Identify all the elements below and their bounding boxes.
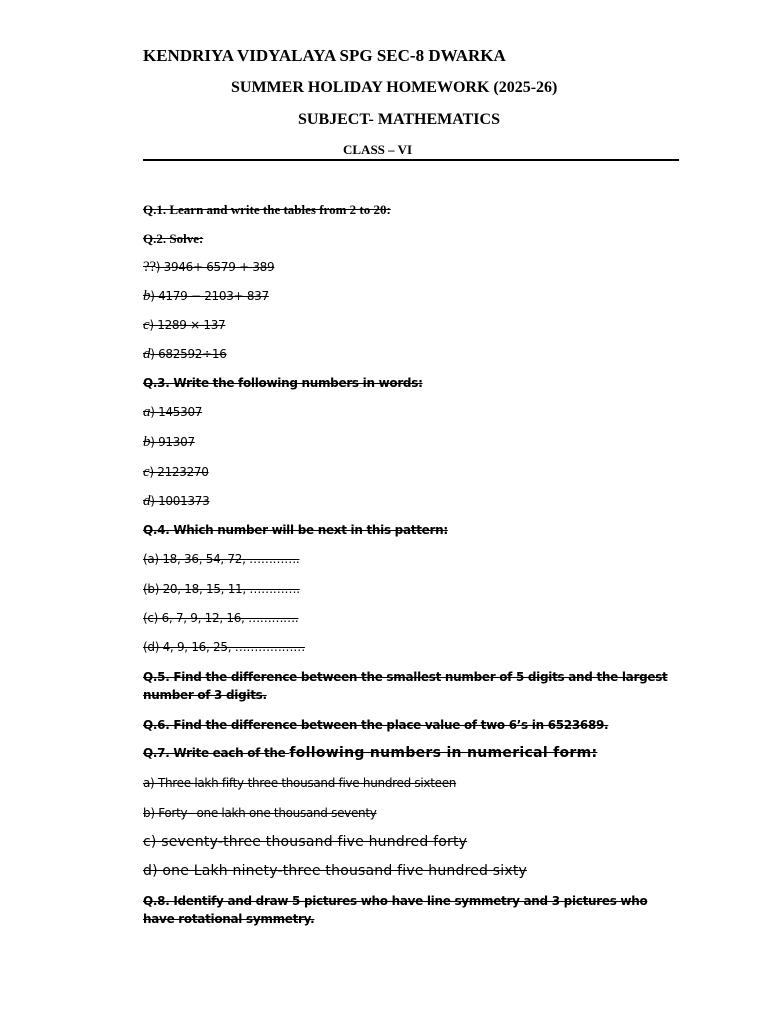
q2-item-b [143,288,269,305]
q2-item-text: ) 3946+ 6579 + 389 [155,260,275,274]
q3-item-label: b [143,434,151,450]
question-4-title: Q.4. Which number will be next in this pattern: [143,523,448,537]
q2-item-label: b [143,288,151,304]
q3-item-c [143,464,209,481]
question-7-title [143,745,597,761]
question-2-title: Q.2. Solve: [143,231,204,246]
question-3-title: Q.3. Write the following numbers in words: [143,376,423,390]
school-name: KENDRIYA VIDYALAYA SPG SEC-8 DWARKA [143,46,506,65]
question-1: Q.1. Learn and write the tables from 2 to 20: [143,202,391,217]
q7-title-end: following numbers in numerical form: [289,745,598,761]
q3-item-label: c [143,464,150,480]
q4-item-c: (c) 6, 7, 9, 12, 16, …………. [143,611,299,625]
q2-item-c [143,317,225,334]
q2-item-label: ?? [143,259,156,275]
q3-item-label: d [143,493,151,509]
q2-item-label: d [143,346,151,362]
homework-title: SUMMER HOLIDAY HOMEWORK (2025-26) [231,79,558,96]
q4-item-b: (b) 20, 18, 15, 11, …………. [143,582,300,596]
q2-item-text: ) 682592÷16 [150,347,227,361]
q3-item-text: ) 1001373 [150,494,210,508]
q3-item-label: a [143,404,151,420]
q3-item-d [143,493,209,510]
q3-item-text: ) 91307 [150,435,195,449]
q7-item-d: d) one Lakh ninety-three thousand five hundred sixty [143,863,528,879]
q7-item-c: c) seventy-three thousand five hundred forty [143,834,468,850]
question-8: Q.8. Identify and draw 5 pictures who have line symmetry and 3 pictures who have rotational symmetry. [143,894,648,926]
q2-item-a [143,259,274,276]
q2-item-label: c [143,317,150,333]
subject-title: SUBJECT- MATHEMATICS [298,111,500,128]
q2-item-d [143,346,227,363]
q4-item-a: (a) 18, 36, 54, 72, …………. [143,552,300,566]
q3-item-text: ) 145307 [150,405,203,419]
q2-item-text: ) 4179 − 2103+ 837 [150,289,269,303]
q3-item-a [143,404,202,421]
q3-item-text: ) 2123270 [149,465,209,479]
question-5: Q.5. Find the difference between the smallest number of 5 digits and the largest number of 3 digits. [143,670,668,702]
q7-item-b: b) Forty –one lakh one thousand seventy [143,806,377,820]
header-divider [143,159,679,161]
class-title: CLASS – VI [343,142,413,157]
q7-item-a: a) Three lakh fifty-three thousand five hundred sixteen [143,776,457,790]
q3-item-b [143,434,195,451]
q7-title-start: Q.7. Write each of the [143,746,290,760]
q4-item-d: (d) 4, 9, 16, 25, ……………… [143,640,305,654]
question-6: Q.6. Find the difference between the place value of two 6’s in 6523689. [143,718,609,732]
q2-item-text: ) 1289 × 137 [149,318,226,332]
